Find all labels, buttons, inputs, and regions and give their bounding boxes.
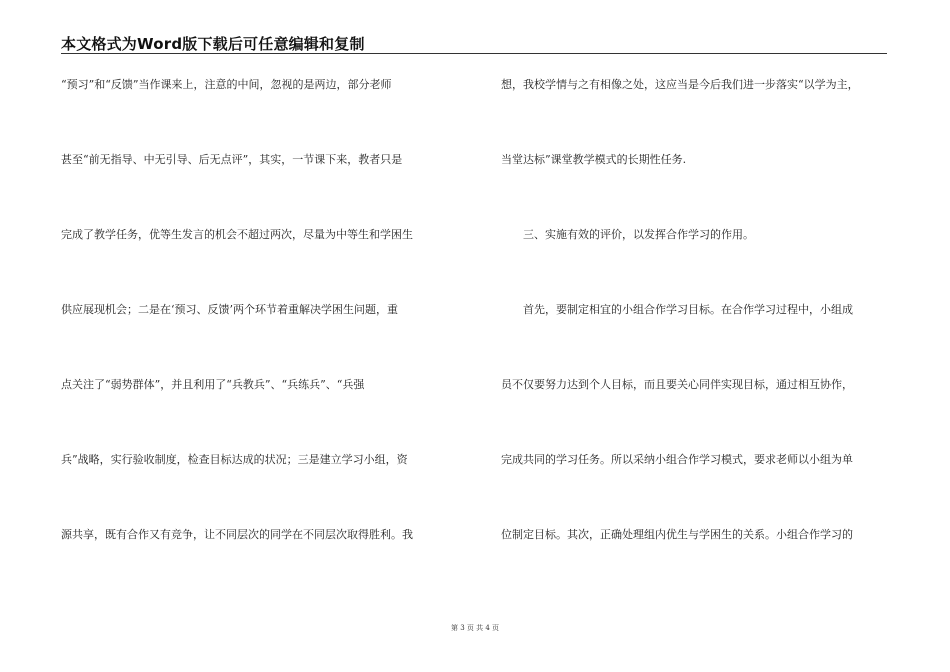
left-line-4: 供应展现机会；二是在‘预习、反馈’两个环节着重解决学困生问题，重	[61, 303, 398, 316]
left-line-1: “预习”和“反馈”当作课来上，注意的中间，忽视的是两边，部分老师	[61, 78, 392, 91]
page-number-footer: 第 3 页 共 4 页	[450, 624, 500, 632]
left-line-2: 甚至“前无指导、中无引导、后无点评”，其实，一节课下来，教者只是	[61, 153, 403, 166]
left-line-7: 源共享，既有合作又有竞争，让不同层次的同学在不同层次取得胜利。我	[61, 528, 413, 541]
header-divider	[61, 53, 887, 54]
right-line-3: 三、实施有效的评价，以发挥合作学习的作用。	[501, 228, 754, 241]
right-line-5: 员不仅要努力达到个人目标，而且要关心同伴实现目标，通过相互协作，	[501, 378, 853, 391]
right-line-7: 位制定目标。其次，正确处理组内优生与学困生的关系。小组合作学习的	[501, 528, 853, 541]
left-line-5: 点关注了“弱势群体”，并且利用了“兵教兵”、“兵练兵”、“兵强	[61, 378, 365, 391]
right-line-1: 想，我校学情与之有相像之处，这应当是今后我们进一步落实“以学为主，	[501, 78, 859, 91]
right-line-6: 完成共同的学习任务。所以采纳小组合作学习模式，要求老师以小组为单	[501, 453, 853, 466]
left-line-3: 完成了教学任务，优等生发言的机会不超过两次，尽量为中等生和学困生	[61, 228, 413, 241]
document-header-title: 本文格式为Word版下载后可任意编辑和复制	[61, 35, 365, 53]
right-line-2: 当堂达标”课堂教学模式的长期性任务.	[501, 153, 687, 166]
right-line-4: 首先，要制定相宜的小组合作学习目标。在合作学习过程中，小组成	[501, 303, 853, 316]
left-line-6: 兵”战略，实行验收制度，检查目标达成的状况；三是建立学习小组，资	[61, 453, 408, 466]
